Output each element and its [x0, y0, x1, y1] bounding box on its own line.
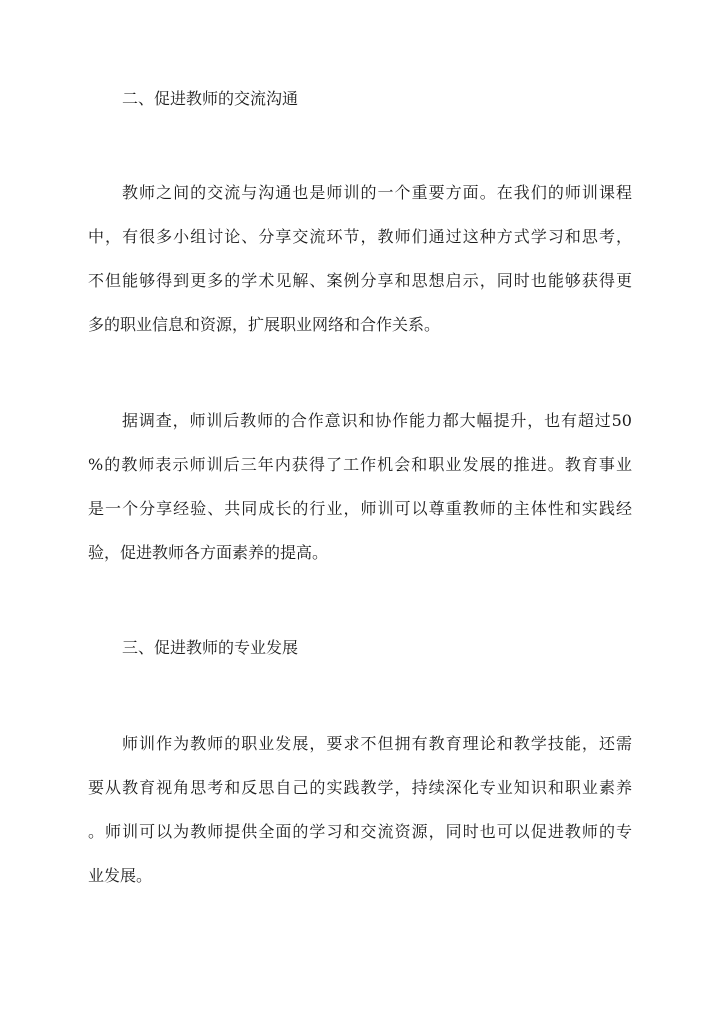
- paragraph-line: 验，促进教师各方面素养的提高。: [88, 543, 329, 562]
- paragraph-line: 业发展。: [88, 866, 153, 885]
- paragraph-line: 是一个分享经验、共同成长的行业，师训可以尊重教师的主体性和实践经: [88, 499, 632, 518]
- section-heading-professional-development: 三、促进教师的专业发展: [122, 638, 299, 657]
- paragraph-line: 不但能够得到更多的学术见解、案例分享和思想启示，同时也能够获得更: [88, 271, 632, 290]
- paragraph-line: 师训作为教师的职业发展，要求不但拥有教育理论和教学技能，还需: [122, 734, 632, 753]
- paragraph-line: 要从教育视角思考和反思自己的实践教学，持续深化专业知识和职业素养: [88, 778, 632, 797]
- paragraph-survey-results: [88, 411, 632, 587]
- paragraph-line: %的教师表示师训后三年内获得了工作机会和职业发展的推进。教育事业: [88, 455, 632, 474]
- paragraph-line: 教师之间的交流与沟通也是师训的一个重要方面。在我们的师训课程: [122, 183, 632, 202]
- section-heading-communication: 二、促进教师的交流沟通: [122, 89, 299, 108]
- paragraph-line: 。师训可以为教师提供全面的学习和交流资源，同时也可以促进教师的专: [88, 822, 632, 841]
- paragraph-professional-development: [88, 734, 632, 910]
- paragraph-line: 多的职业信息和资源，扩展职业网络和合作关系。: [88, 315, 441, 334]
- paragraph-line: 据调查，师训后教师的合作意识和协作能力都大幅提升，也有超过50: [122, 411, 632, 430]
- paragraph-line: 中，有很多小组讨论、分享交流环节，教师们通过这种方式学习和思考，: [88, 227, 632, 246]
- paragraph-communication-intro: [88, 183, 632, 359]
